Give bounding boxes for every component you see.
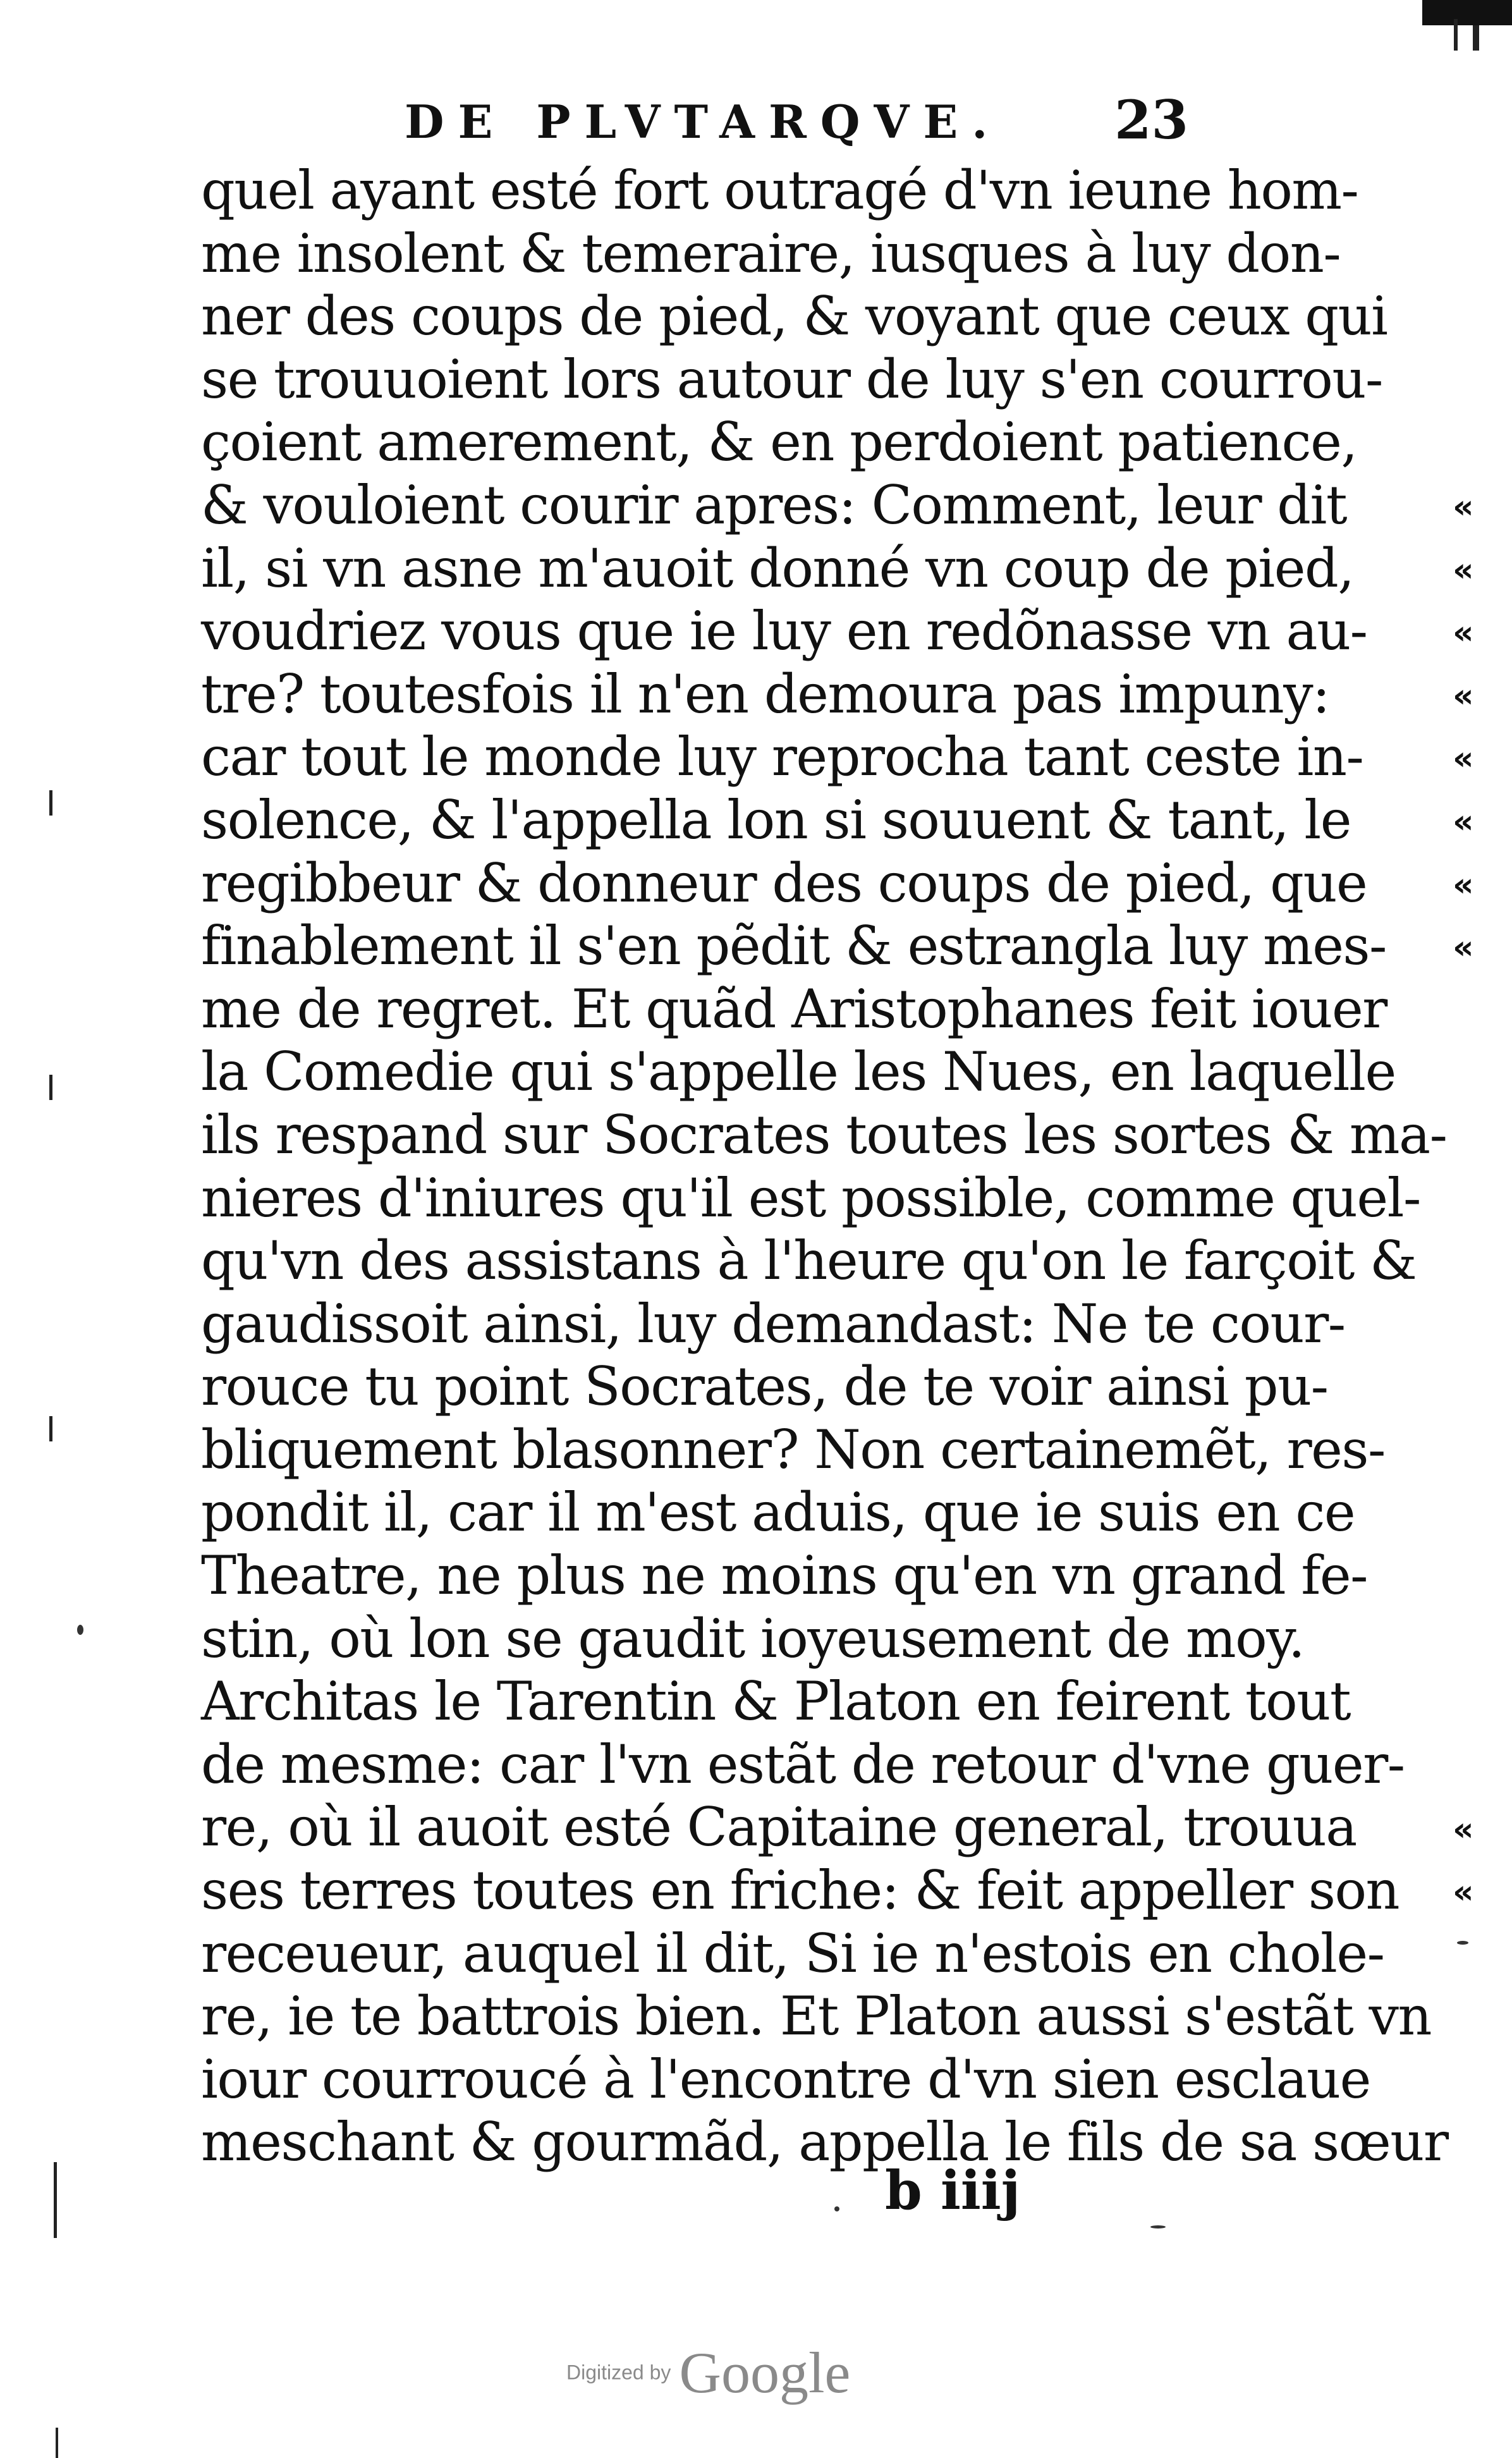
text-line: car tout le monde luy reprocha tant ceste in- <box>201 726 1363 788</box>
text-line: il, si vn asne m'auoit donné vn coup de pied, <box>201 537 1354 599</box>
margin-quote-mark: « <box>1453 929 1474 967</box>
scan-edge-artifact <box>1473 25 1479 51</box>
text-line: stin, où lon se gaudit ioyeusement de moy. <box>201 1607 1305 1670</box>
text-line: qu'vn des assistans à l'heure qu'on le farçoit & <box>201 1230 1417 1292</box>
margin-quote-mark: « <box>1453 488 1474 526</box>
text-line: ses terres toutes en friche: & feit appeller son <box>201 1859 1399 1922</box>
text-line: gaudissoit ainsi, luy demandast: Ne te cour- <box>201 1292 1345 1355</box>
text-line: ner des coups de pied, & voyant que ceux qui <box>201 285 1387 348</box>
text-line: se trouuoient lors autour de luy s'en courrou- <box>201 348 1382 410</box>
text-line: re, où il auoit esté Capitaine general, trouua <box>201 1796 1357 1859</box>
text-line: bliquement blasonner? Non certainemẽt, res- <box>201 1418 1385 1481</box>
ink-speck <box>1150 2225 1166 2229</box>
margin-quote-mark: « <box>1453 1810 1474 1849</box>
margin-quote-mark: « <box>1453 865 1474 904</box>
text-line: re, ie te battrois bien. Et Platon aussi s'estãt vn <box>201 1985 1432 2048</box>
margin-quote-mark: « <box>1453 803 1474 841</box>
ink-speck <box>77 1625 83 1635</box>
text-line: iour courroucé à l'encontre d'vn sien esclaue <box>201 2048 1370 2110</box>
text-line: receueur, auquel il dit, Si ie n'estois en chole- <box>201 1922 1384 1984</box>
text-line: meschant & gourmãd, appella le fils de sa sœur <box>201 2111 1448 2174</box>
margin-quote-mark: « <box>1453 614 1474 652</box>
scan-edge-artifact <box>1454 19 1458 51</box>
margin-quote-mark: « <box>1453 551 1474 589</box>
text-line: voudriez vous que ie luy en redõnasse vn au- <box>201 600 1367 663</box>
page-header <box>354 89 1188 164</box>
scan-edge-artifact <box>56 2428 58 2458</box>
text-line: tre? toutesfois il n'en demoura pas impuny: <box>201 663 1329 725</box>
text-line: nieres d'iniures qu'il est possible, comme quel- <box>201 1166 1420 1229</box>
text-line: me de regret. Et quãd Aristophanes feit iouer <box>201 977 1387 1040</box>
text-line: çoient amerement, & en perdoient patience, <box>201 411 1357 474</box>
margin-quote-mark: « <box>1453 1873 1474 1912</box>
page-number: 23 <box>1114 89 1188 151</box>
signature-mark: b iiij <box>885 2159 1021 2222</box>
text-line: Architas le Tarentin & Platon en feirent tout <box>201 1670 1351 1733</box>
text-line: & vouloient courir apres: Comment, leur dit <box>201 474 1347 536</box>
text-line: la Comedie qui s'appelle les Nues, en laquelle <box>201 1041 1396 1103</box>
text-line: ils respand sur Socrates toutes les sortes & ma- <box>201 1103 1447 1166</box>
scan-edge-artifact <box>1422 0 1512 25</box>
ink-speck <box>1457 1941 1468 1945</box>
margin-quote-mark: « <box>1453 676 1474 715</box>
text-line: rouce tu point Socrates, de te voir ainsi pu- <box>201 1355 1328 1418</box>
text-line: de mesme: car l'vn estãt de retour d'vne guer- <box>201 1733 1405 1795</box>
scan-edge-artifact <box>49 1075 52 1100</box>
text-line: solence, & l'appella lon si souuent & tant, le <box>201 788 1351 851</box>
running-head: DE PLVTARQVE. <box>405 95 1002 149</box>
body-text <box>201 159 1474 2174</box>
digitized-watermark <box>566 2339 850 2406</box>
google-wordmark: Google <box>679 2340 851 2405</box>
margin-quote-mark: « <box>1453 740 1474 778</box>
scan-edge-artifact <box>54 2162 57 2238</box>
ink-speck <box>834 2206 839 2211</box>
text-line: quel ayant esté fort outragé d'vn ieune hom- <box>201 159 1358 221</box>
digitized-by-label: Digitized by <box>566 2361 671 2384</box>
scan-edge-artifact <box>49 790 52 816</box>
text-line: me insolent & temeraire, iusques à luy don- <box>201 222 1341 284</box>
scan-edge-artifact <box>49 1416 52 1441</box>
text-line: regibbeur & donneur des coups de pied, que <box>201 852 1367 914</box>
text-line: Theatre, ne plus ne moins qu'en vn grand fe- <box>201 1544 1367 1607</box>
text-line: pondit il, car il m'est aduis, que ie suis en ce <box>201 1481 1355 1544</box>
text-line: finablement il s'en pẽdit & estrangla luy mes- <box>201 915 1386 977</box>
